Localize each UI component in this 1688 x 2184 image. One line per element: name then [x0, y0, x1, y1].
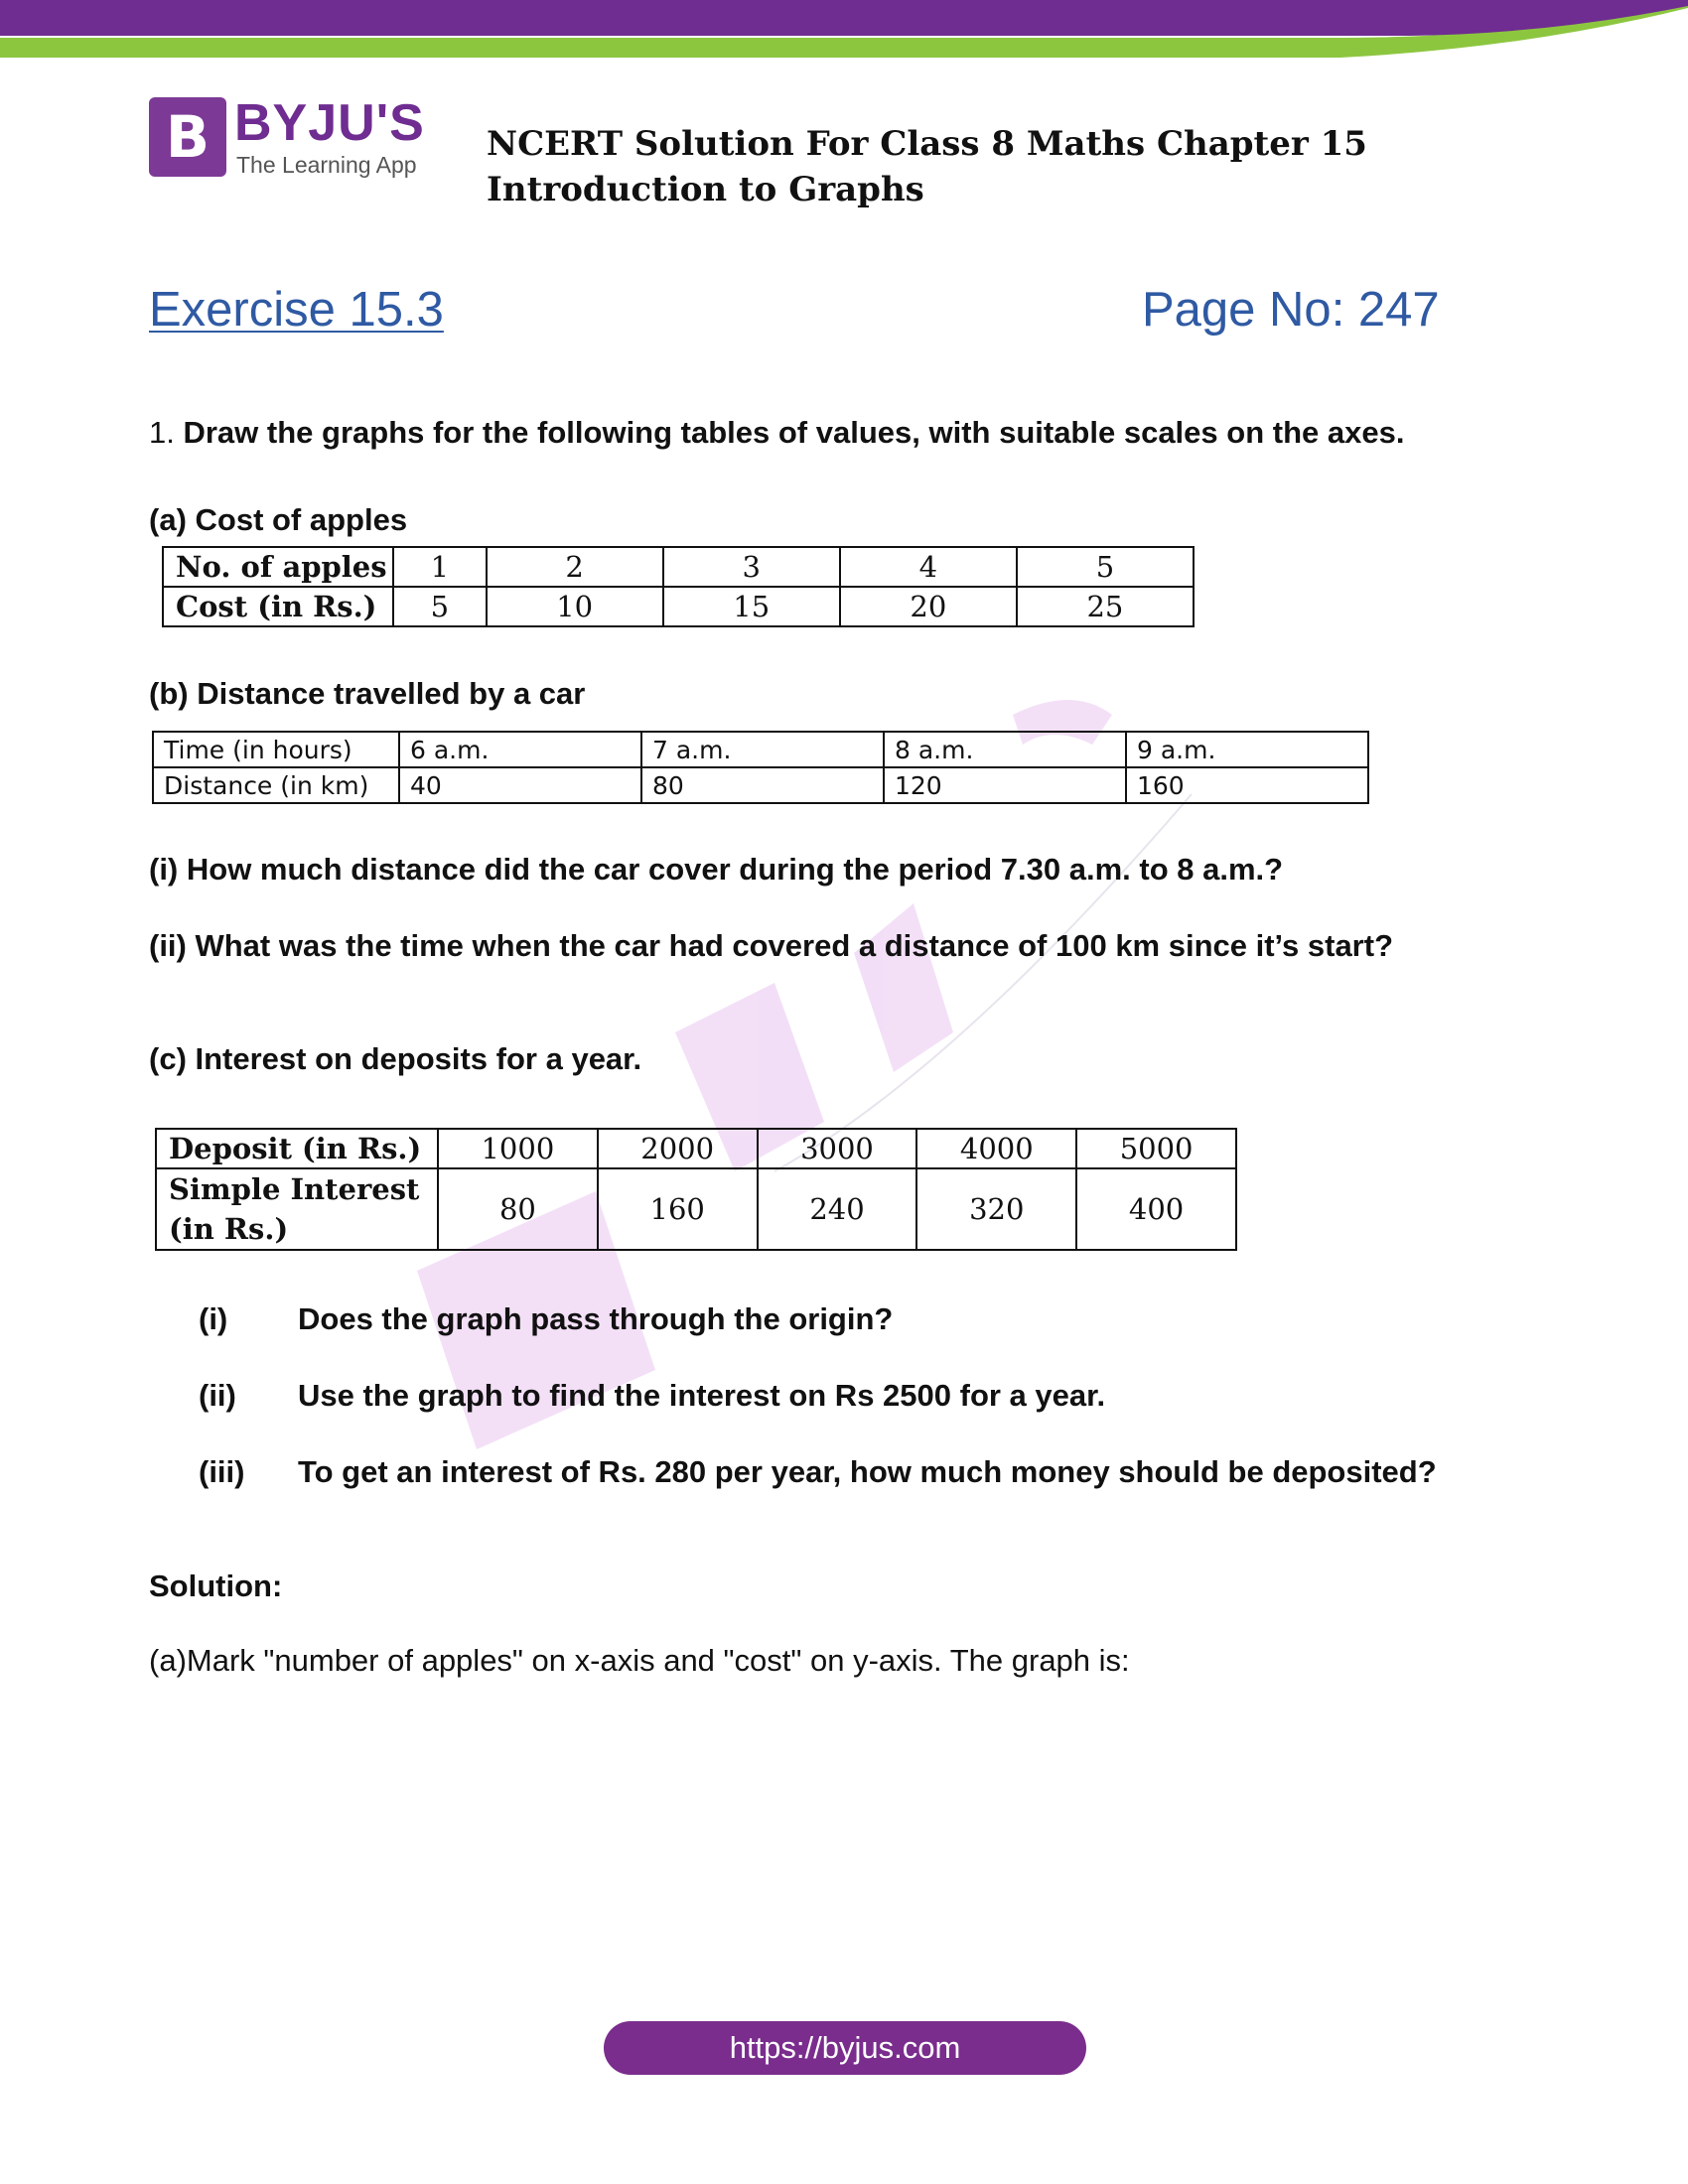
part-b-question-i: (i) How much distance did the car cover during the period 7.30 a.m. to 8 a.m.?: [149, 852, 1284, 887]
question-text: Draw the graphs for the following tables of values, with suitable scales on the axes.: [183, 415, 1405, 450]
table-row-label: No. of apples: [163, 547, 393, 587]
table-cell: 160: [1126, 767, 1368, 803]
part-c-question-text: Use the graph to find the interest on Rs 2500 for a year.: [298, 1378, 1106, 1413]
apples-table: [162, 546, 1195, 627]
table-cell: 5: [1017, 547, 1194, 587]
part-c-heading: (c) Interest on deposits for a year.: [149, 1041, 642, 1076]
table-cell: 3000: [758, 1129, 917, 1168]
table-cell: 1000: [438, 1129, 598, 1168]
table-cell: 7 a.m.: [641, 732, 884, 767]
table-cell: 25: [1017, 587, 1194, 626]
part-c-question-number: (i): [199, 1301, 228, 1336]
table-row-label: Deposit (in Rs.): [156, 1129, 438, 1168]
table-row: [156, 1168, 1236, 1250]
table-cell: 160: [598, 1168, 758, 1250]
document-title: NCERT Solution For Class 8 Maths Chapter 15 Introduction to Graphs: [487, 124, 1367, 209]
part-a-heading: (a) Cost of apples: [149, 502, 408, 537]
brand-tagline: The Learning App: [236, 152, 417, 178]
part-c-question-text: Does the graph pass through the origin?: [298, 1301, 894, 1336]
table-cell: 8 a.m.: [884, 732, 1126, 767]
table-cell: 5000: [1076, 1129, 1236, 1168]
table-row: [153, 732, 1368, 767]
part-c-question-text: To get an interest of Rs. 280 per year, how much money should be deposited?: [298, 1454, 1437, 1489]
table-cell: 240: [758, 1168, 917, 1250]
table-cell: 400: [1076, 1168, 1236, 1250]
part-b-question-ii: (ii) What was the time when the car had covered a distance of 100 km since it’s start?: [149, 928, 1394, 963]
table-cell: 120: [884, 767, 1126, 803]
table-cell: 80: [438, 1168, 598, 1250]
table-cell: 5: [393, 587, 487, 626]
table-cell: 2000: [598, 1129, 758, 1168]
table-cell: 6 a.m.: [399, 732, 641, 767]
table-row-label: Distance (in km): [153, 767, 399, 803]
table-cell: 3: [663, 547, 840, 587]
table-cell: 20: [840, 587, 1017, 626]
table-cell: 40: [399, 767, 641, 803]
table-cell: 15: [663, 587, 840, 626]
top-banner: [0, 0, 1688, 60]
row-label-line: (in Rs.): [169, 1212, 289, 1246]
brand-name: BYJU'S: [234, 94, 425, 152]
table-cell: 320: [916, 1168, 1076, 1250]
question-number: 1.: [149, 415, 175, 450]
table-row-label: Cost (in Rs.): [163, 587, 393, 626]
byjus-logo: [149, 94, 437, 181]
part-b-heading: (b) Distance travelled by a car: [149, 676, 586, 711]
table-row-label: Time (in hours): [153, 732, 399, 767]
table-row: [156, 1129, 1236, 1168]
solution-text: (a)Mark "number of apples" on x-axis and "cost" on y-axis. The graph is:: [149, 1643, 1130, 1678]
interest-table: [155, 1128, 1237, 1251]
table-cell: 4: [840, 547, 1017, 587]
table-cell: 1: [393, 547, 487, 587]
table-cell: 80: [641, 767, 884, 803]
table-row: [153, 767, 1368, 803]
table-cell: 9 a.m.: [1126, 732, 1368, 767]
table-row: [163, 547, 1194, 587]
table-cell: 2: [487, 547, 663, 587]
exercise-heading: Exercise 15.3: [149, 283, 444, 337]
page-number: Page No: 247: [1142, 283, 1440, 337]
table-row: [163, 587, 1194, 626]
table-cell: 4000: [916, 1129, 1076, 1168]
table-cell: 10: [487, 587, 663, 626]
logo-letter: B: [165, 103, 211, 171]
car-distance-table: [152, 731, 1369, 804]
website-link[interactable]: https://byjus.com: [604, 2021, 1086, 2075]
logo-mark-icon: [149, 97, 226, 177]
question-1: [149, 415, 1404, 451]
table-row-label: [156, 1168, 438, 1250]
row-label-line: Simple Interest: [169, 1172, 420, 1206]
solution-heading: Solution:: [149, 1569, 283, 1603]
part-c-question-number: (ii): [199, 1378, 236, 1413]
part-c-question-number: (iii): [199, 1454, 245, 1489]
